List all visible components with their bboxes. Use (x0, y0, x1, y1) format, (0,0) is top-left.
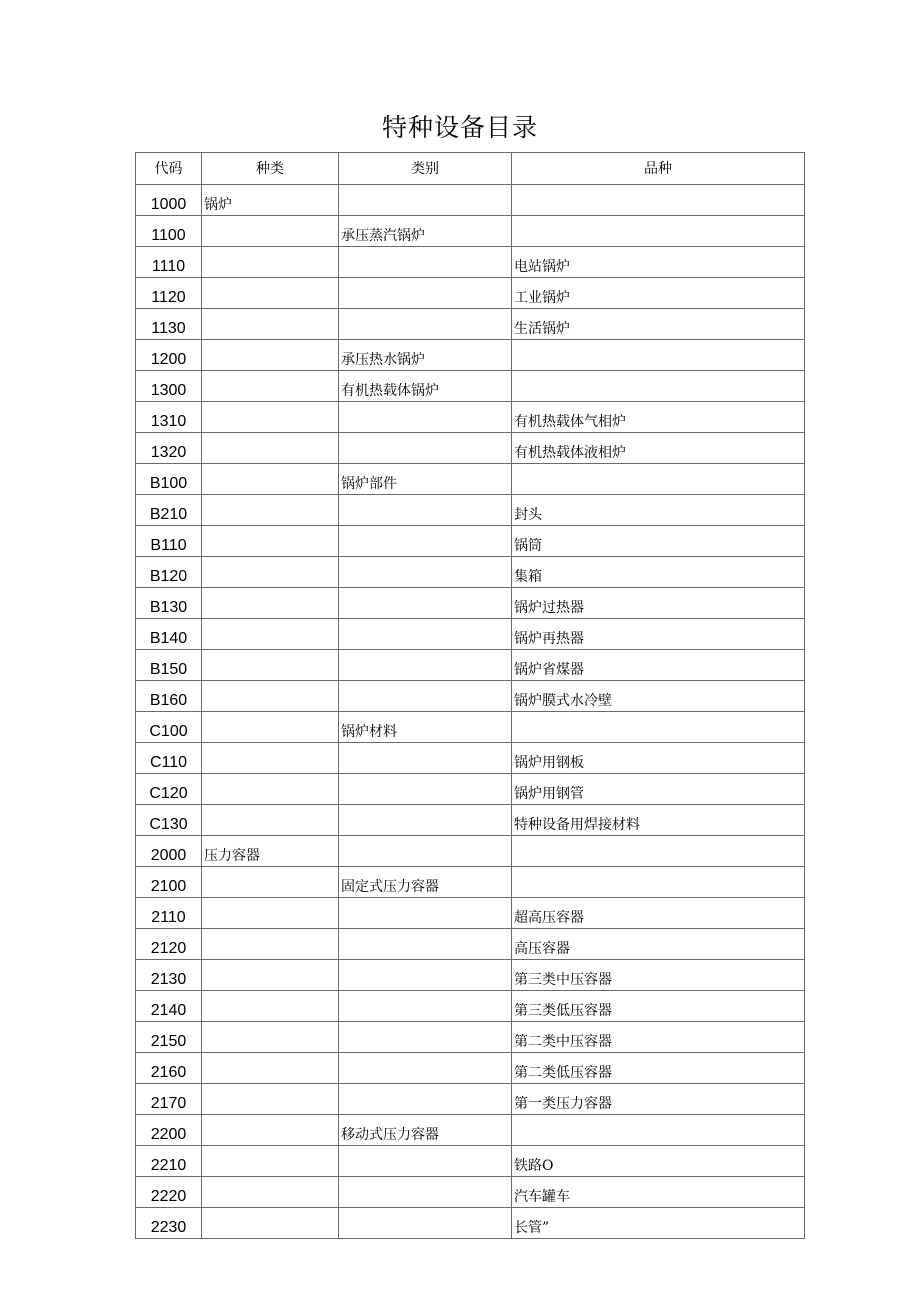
cell-variety: 锅炉用钢管 (512, 774, 805, 805)
cell-category (339, 247, 512, 278)
table-row (136, 402, 805, 433)
cell-variety: 超高压容器 (512, 898, 805, 929)
cell-kind (202, 743, 339, 774)
cell-kind (202, 247, 339, 278)
cell-code: 2130 (136, 960, 202, 991)
cell-code: 2170 (136, 1084, 202, 1115)
cell-variety: 长管” (512, 1208, 805, 1239)
table-row (136, 1053, 805, 1084)
cell-category (339, 650, 512, 681)
table-row (136, 557, 805, 588)
table-row (136, 340, 805, 371)
cell-kind (202, 495, 339, 526)
table-row (136, 1022, 805, 1053)
cell-variety: 封头 (512, 495, 805, 526)
table-row (136, 774, 805, 805)
table-row (136, 1208, 805, 1239)
cell-code: 2160 (136, 1053, 202, 1084)
cell-category (339, 402, 512, 433)
cell-code: 2150 (136, 1022, 202, 1053)
cell-variety (512, 867, 805, 898)
table-row (136, 867, 805, 898)
cell-code: 1130 (136, 309, 202, 340)
cell-code: 1000 (136, 185, 202, 216)
cell-category (339, 433, 512, 464)
table-row (136, 650, 805, 681)
cell-variety (512, 185, 805, 216)
cell-category (339, 991, 512, 1022)
cell-variety (512, 340, 805, 371)
cell-category (339, 185, 512, 216)
cell-category (339, 681, 512, 712)
cell-category (339, 1146, 512, 1177)
cell-code: C100 (136, 712, 202, 743)
cell-kind (202, 1053, 339, 1084)
table-row (136, 464, 805, 495)
cell-category (339, 898, 512, 929)
cell-code: 1120 (136, 278, 202, 309)
cell-code: C110 (136, 743, 202, 774)
cell-category (339, 1084, 512, 1115)
cell-category: 有机热载体锅炉 (339, 371, 512, 402)
table-row (136, 247, 805, 278)
cell-code: 2140 (136, 991, 202, 1022)
cell-code: 1200 (136, 340, 202, 371)
cell-code: 1300 (136, 371, 202, 402)
cell-code: 2120 (136, 929, 202, 960)
header-variety: 品种 (512, 153, 805, 185)
table-row (136, 836, 805, 867)
equipment-catalog-table (135, 152, 805, 1239)
cell-code: 2000 (136, 836, 202, 867)
cell-variety: 锅炉省煤器 (512, 650, 805, 681)
cell-code: B130 (136, 588, 202, 619)
cell-code: 1310 (136, 402, 202, 433)
cell-kind (202, 898, 339, 929)
cell-code: 1110 (136, 247, 202, 278)
cell-category (339, 1053, 512, 1084)
cell-code: B110 (136, 526, 202, 557)
cell-kind (202, 371, 339, 402)
cell-variety: 特种设备用焊接材料 (512, 805, 805, 836)
cell-kind (202, 588, 339, 619)
header-category: 类别 (339, 153, 512, 185)
cell-variety (512, 712, 805, 743)
cell-variety (512, 371, 805, 402)
table-row (136, 712, 805, 743)
cell-kind (202, 1115, 339, 1146)
cell-variety (512, 216, 805, 247)
cell-kind (202, 433, 339, 464)
table-row (136, 960, 805, 991)
header-code: 代码 (136, 153, 202, 185)
cell-kind (202, 402, 339, 433)
table-row (136, 805, 805, 836)
cell-variety (512, 464, 805, 495)
cell-category (339, 1177, 512, 1208)
cell-category (339, 805, 512, 836)
table-row (136, 681, 805, 712)
cell-category (339, 619, 512, 650)
cell-category (339, 1208, 512, 1239)
cell-variety: 第二类中压容器 (512, 1022, 805, 1053)
cell-variety: 铁路O (512, 1146, 805, 1177)
cell-kind (202, 681, 339, 712)
cell-category: 承压蒸汽锅炉 (339, 216, 512, 247)
cell-category (339, 588, 512, 619)
cell-kind (202, 526, 339, 557)
cell-code: B210 (136, 495, 202, 526)
cell-code: 2230 (136, 1208, 202, 1239)
cell-kind (202, 774, 339, 805)
cell-kind (202, 278, 339, 309)
table-row (136, 1177, 805, 1208)
cell-code: 2110 (136, 898, 202, 929)
cell-kind (202, 960, 339, 991)
cell-kind (202, 216, 339, 247)
cell-code: 1100 (136, 216, 202, 247)
table-row (136, 371, 805, 402)
cell-category: 承压热水锅炉 (339, 340, 512, 371)
cell-kind (202, 650, 339, 681)
table-row (136, 1146, 805, 1177)
cell-code: B160 (136, 681, 202, 712)
cell-category: 固定式压力容器 (339, 867, 512, 898)
cell-kind (202, 1177, 339, 1208)
cell-kind (202, 929, 339, 960)
table-row (136, 216, 805, 247)
cell-variety: 汽车罐车 (512, 1177, 805, 1208)
cell-kind: 压力容器 (202, 836, 339, 867)
cell-category (339, 1022, 512, 1053)
table-row (136, 495, 805, 526)
page-title: 特种设备目录 (381, 113, 538, 142)
cell-category (339, 495, 512, 526)
table-row (136, 1084, 805, 1115)
cell-kind (202, 557, 339, 588)
cell-kind (202, 712, 339, 743)
table-row (136, 619, 805, 650)
cell-code: B100 (136, 464, 202, 495)
cell-kind (202, 805, 339, 836)
cell-kind (202, 340, 339, 371)
cell-category (339, 278, 512, 309)
cell-variety: 第三类低压容器 (512, 991, 805, 1022)
cell-variety: 有机热载体液相炉 (512, 433, 805, 464)
cell-category: 锅炉材料 (339, 712, 512, 743)
cell-category (339, 929, 512, 960)
table-row (136, 1115, 805, 1146)
cell-kind (202, 464, 339, 495)
cell-variety: 锅炉用钢板 (512, 743, 805, 774)
cell-kind (202, 867, 339, 898)
cell-variety: 第二类低压容器 (512, 1053, 805, 1084)
cell-kind (202, 309, 339, 340)
cell-category (339, 960, 512, 991)
table-row (136, 278, 805, 309)
cell-variety: 集箱 (512, 557, 805, 588)
cell-code: C130 (136, 805, 202, 836)
cell-variety: 高压容器 (512, 929, 805, 960)
table-row (136, 898, 805, 929)
cell-category (339, 743, 512, 774)
cell-kind (202, 1022, 339, 1053)
cell-category (339, 309, 512, 340)
cell-code: B150 (136, 650, 202, 681)
cell-variety: 锅筒 (512, 526, 805, 557)
cell-kind (202, 1084, 339, 1115)
cell-category (339, 526, 512, 557)
cell-variety: 有机热载体气相炉 (512, 402, 805, 433)
table-row (136, 588, 805, 619)
cell-kind (202, 619, 339, 650)
cell-kind (202, 1208, 339, 1239)
cell-category (339, 774, 512, 805)
cell-variety (512, 836, 805, 867)
cell-code: 2200 (136, 1115, 202, 1146)
cell-variety: 第一类压力容器 (512, 1084, 805, 1115)
cell-category (339, 836, 512, 867)
table-row (136, 929, 805, 960)
cell-kind (202, 991, 339, 1022)
table-row (136, 743, 805, 774)
cell-variety: 第三类中压容器 (512, 960, 805, 991)
cell-code: B140 (136, 619, 202, 650)
cell-variety: 电站锅炉 (512, 247, 805, 278)
cell-code: C120 (136, 774, 202, 805)
cell-code: B120 (136, 557, 202, 588)
table-row (136, 309, 805, 340)
header-kind: 种类 (202, 153, 339, 185)
cell-variety: 锅炉再热器 (512, 619, 805, 650)
cell-variety: 锅炉过热器 (512, 588, 805, 619)
table-row (136, 991, 805, 1022)
cell-kind (202, 1146, 339, 1177)
cell-variety: 锅炉膜式水冷壁 (512, 681, 805, 712)
cell-variety: 生活锅炉 (512, 309, 805, 340)
cell-category: 锅炉部件 (339, 464, 512, 495)
cell-code: 1320 (136, 433, 202, 464)
cell-variety (512, 1115, 805, 1146)
table-row (136, 526, 805, 557)
table-header-row (136, 153, 805, 185)
table-row (136, 433, 805, 464)
cell-kind: 锅炉 (202, 185, 339, 216)
table-row (136, 185, 805, 216)
cell-code: 2210 (136, 1146, 202, 1177)
cell-category (339, 557, 512, 588)
cell-code: 2220 (136, 1177, 202, 1208)
cell-variety: 工业锅炉 (512, 278, 805, 309)
cell-code: 2100 (136, 867, 202, 898)
cell-category: 移动式压力容器 (339, 1115, 512, 1146)
